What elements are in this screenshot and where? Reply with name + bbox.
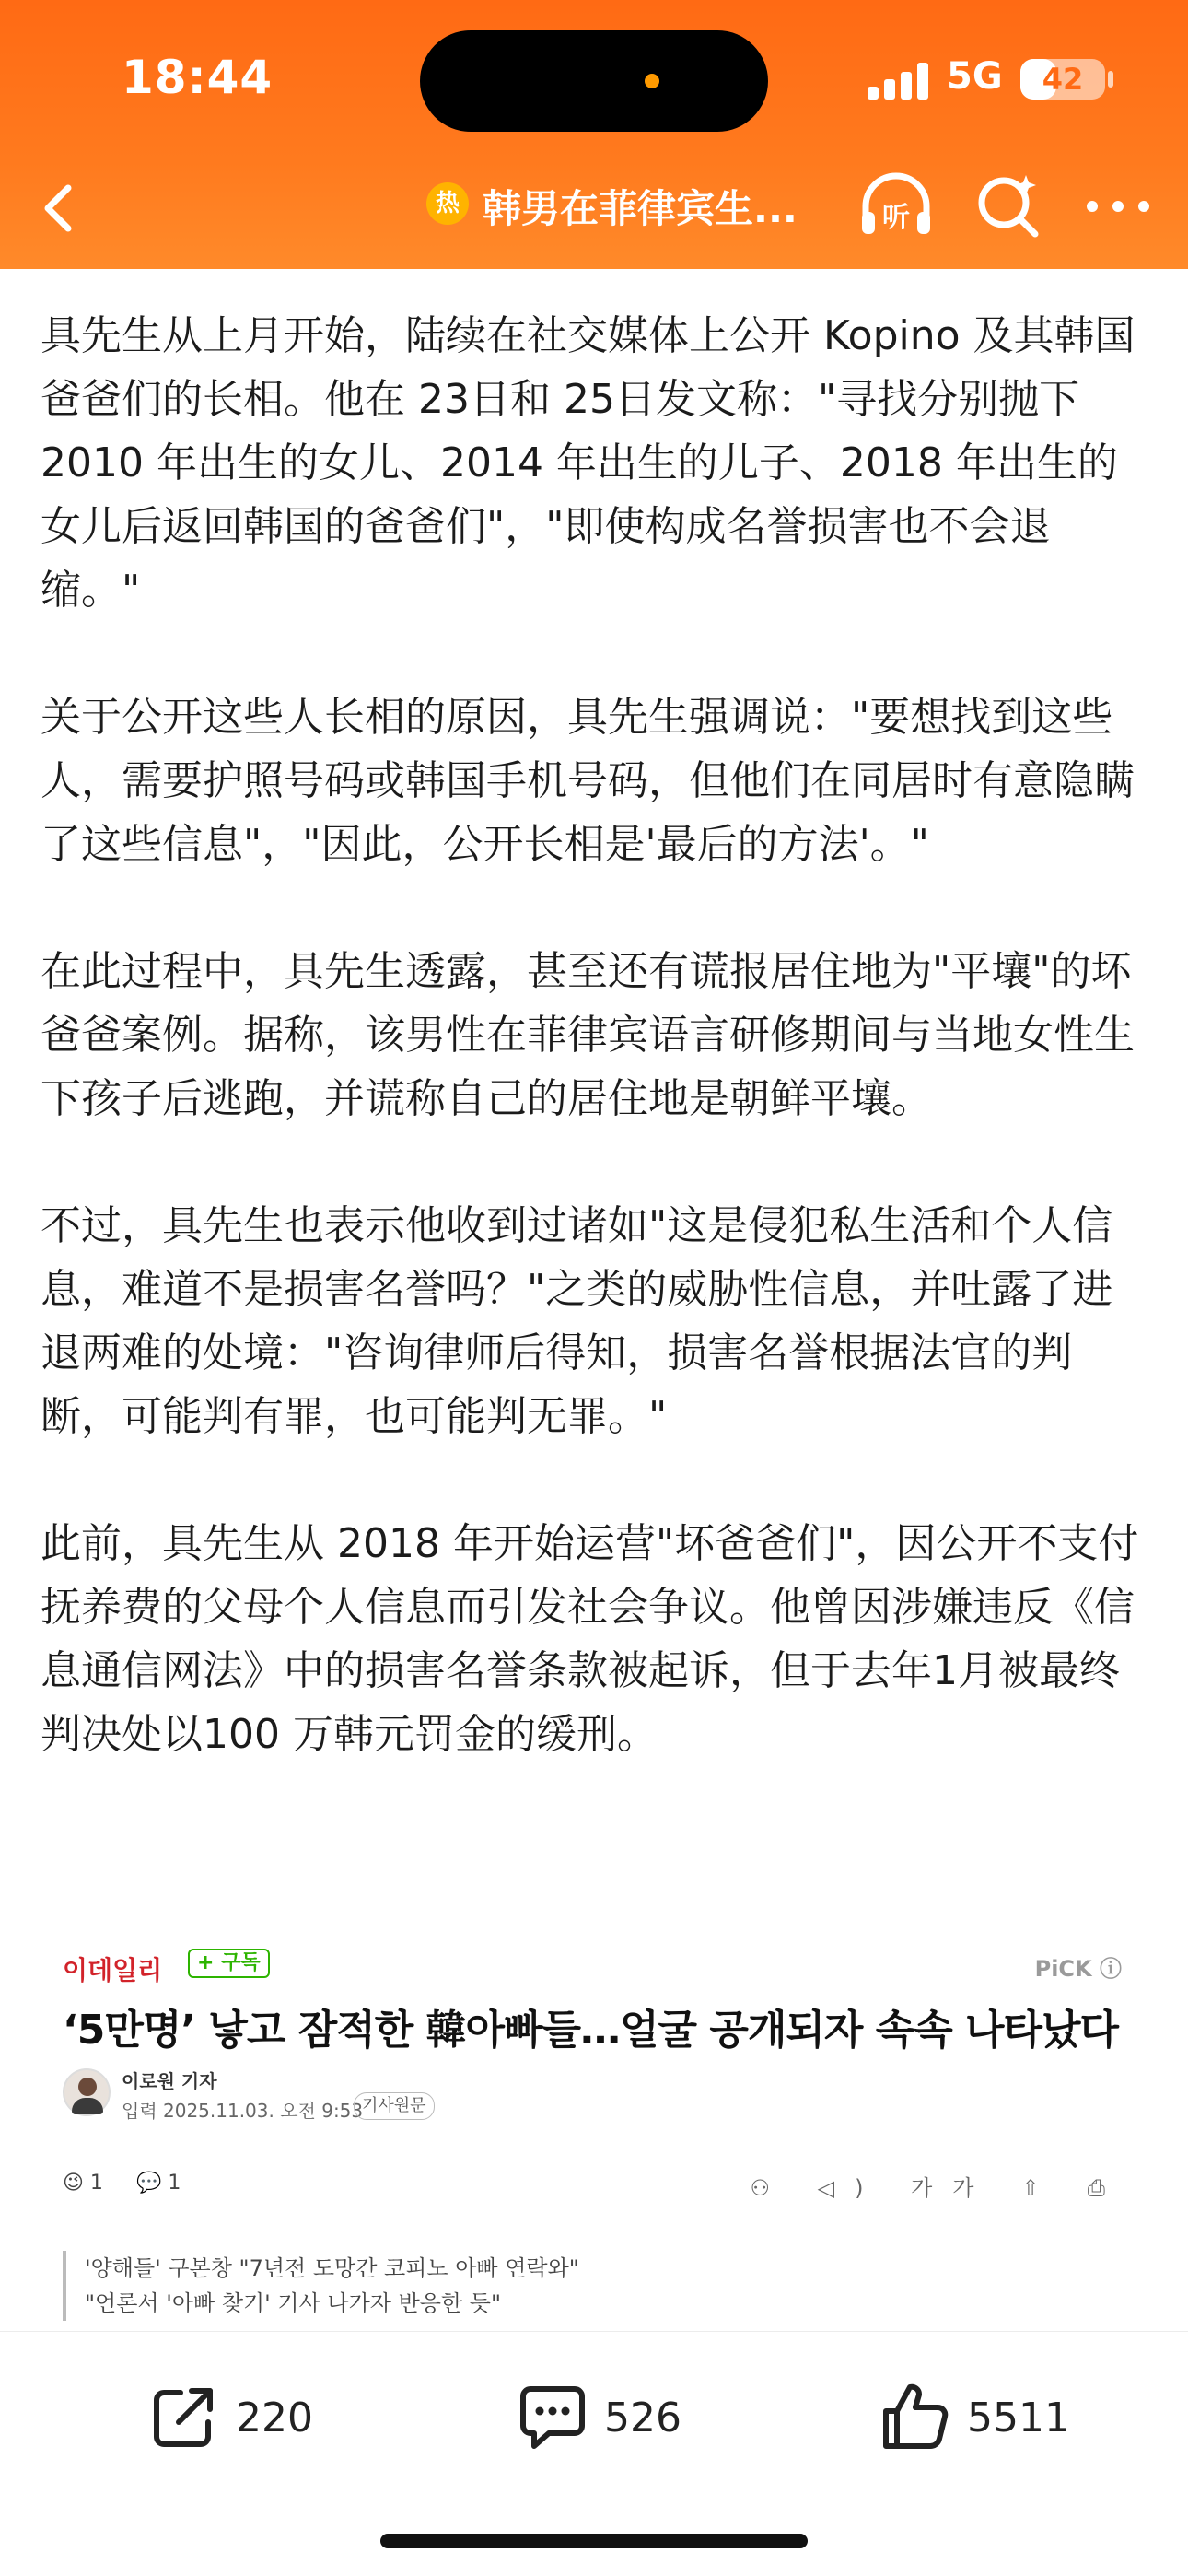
comment-count: 526 [604, 2395, 681, 2441]
reporter-name: 이로원 기자 [122, 2070, 217, 2092]
news-toolbar-icons: ⚇ ◁) 가가 ⇧ ⎙ [750, 2175, 1125, 2201]
pick-label: PiCK ⓘ [1034, 1956, 1122, 1982]
share-icon [147, 2380, 221, 2453]
page-title: 韩男在菲律宾生... [483, 186, 798, 231]
listen-headphone-icon[interactable] [856, 170, 936, 243]
like-button[interactable] [879, 2380, 1100, 2453]
news-date: 입력 2025.11.03. 오전 9:53 [122, 2100, 364, 2122]
status-bar [0, 0, 1188, 157]
nav-bar [0, 157, 1188, 258]
news-headline: ‘5만명’ 낳고 잠적한 韓아빠들…얼굴 공개되자 속속 나타났다 [63, 2007, 1119, 2054]
hot-badge: 热 [426, 182, 469, 225]
article-paragraph: 关于公开这些人长相的原因，具先生强调说："要想找到这些人，需要护照号码或韩国手机号码，但他们在同居时有意隐瞒了这些信息"，"因此，公开长相是'最后的方法'。" [41, 694, 1135, 868]
battery-percent: 42 [1042, 62, 1084, 97]
dynamic-island [420, 30, 768, 132]
news-quote-line: '양해들' 구본창 "7년전 도망간 코피노 아빠 연락와" [85, 2255, 579, 2281]
reaction-count: 😉 1 [63, 2172, 103, 2195]
article-body [41, 304, 1149, 1830]
back-chevron-icon[interactable] [28, 175, 92, 240]
battery-icon [1020, 59, 1105, 100]
news-quote-line: "언론서 '아빠 찾기' 기사 나가자 반응한 듯" [85, 2290, 501, 2316]
reporter-avatar [63, 2068, 111, 2116]
ai-search-icon[interactable] [974, 171, 1044, 241]
embedded-news-image[interactable] [41, 1930, 1149, 2326]
article-paragraph: 此前，具先生从 2018 年开始运营"坏爸爸们"，因公开不支付抚养费的父母个人信息而引发社会争议。他曾因涉嫌违反《信息通信网法》中的损害名誉条款被起诉，但于去年1月被最终判决处以100 万韩元罚金的缓刑。 [41, 1520, 1139, 1758]
comment-button[interactable] [516, 2380, 718, 2453]
article-paragraph: 不过，具先生也表示他收到过诸如"这是侵犯私生活和个人信息，难道不是损害名誉吗？"之类的威胁性信息，并吐露了进退两难的处境："咨询律师后得知，损害名誉根据法官的判断，可能判有罪，也可能判无罪。" [41, 1202, 1113, 1440]
share-button[interactable] [147, 2380, 350, 2453]
home-indicator[interactable] [380, 2534, 808, 2548]
more-icon[interactable] [1087, 201, 1151, 214]
news-brand: 이데일리 [63, 1955, 163, 1985]
battery-cap [1108, 71, 1113, 88]
mic-indicator-icon [645, 74, 659, 88]
status-time: 18:44 [122, 51, 274, 104]
article-paragraph: 具先生从上月开始，陆续在社交媒体上公开 Kopino 及其韩国爸爸们的长相。他在 23日和 25日发文称："寻找分别抛下 2010 年出生的女儿、2014 年出生的儿子、2018 年出生的女儿后返回韩国的爸爸们"，"即使构成名誉损害也不会退缩。" [41, 312, 1136, 614]
svg-text:听: 听 [882, 202, 910, 234]
signal-icon [868, 63, 932, 100]
subscribe-badge: + 구독 [188, 1949, 270, 1978]
network-type: 5G [947, 55, 1003, 98]
news-quote [63, 2251, 579, 2321]
thumbs-up-icon [879, 2380, 952, 2453]
original-article-badge: 기사원문 [354, 2092, 435, 2120]
comment-count-small: 💬 1 [136, 2172, 181, 2195]
article-paragraph: 在此过程中，具先生透露，甚至还有谎报居住地为"平壤"的坏爸爸案例。据称，该男性在菲律宾语言研修期间与当地女性生下孩子后逃跑，并谎称自己的居住地是朝鲜平壤。 [41, 948, 1135, 1122]
like-count: 5511 [967, 2395, 1070, 2441]
share-count: 220 [236, 2395, 313, 2441]
comment-icon [516, 2380, 589, 2453]
